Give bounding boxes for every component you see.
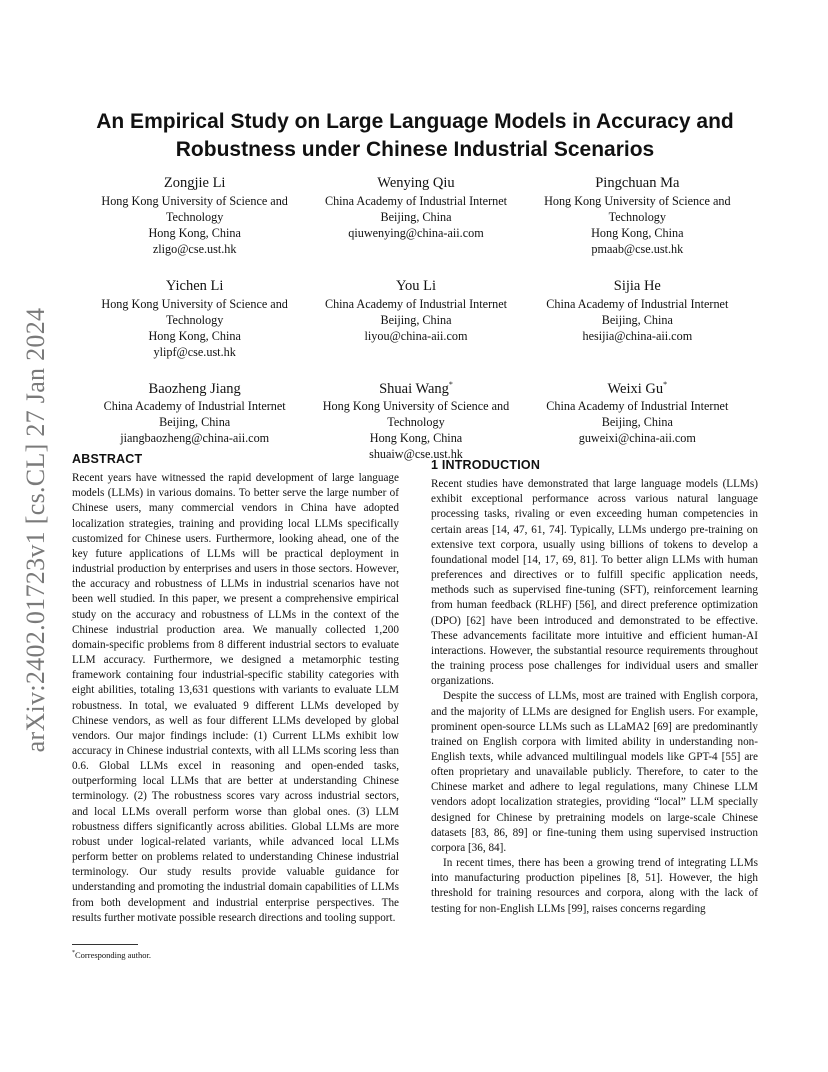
author-affiliation: Hong Kong University of Science and Technology — [544, 193, 731, 224]
author-affiliation: Hong Kong University of Science and Technology — [322, 399, 510, 430]
introduction-heading: 1 INTRODUCTION — [431, 458, 541, 472]
author-block — [305, 170, 526, 257]
author-email: guweixi@china-aii.com — [578, 431, 696, 446]
author-email: shuaiw@cse.ust.hk — [369, 447, 463, 462]
author-name: Zongjie Li — [163, 174, 226, 191]
abstract-text: Recent years have witnessed the rapid development of large language models (LLMs) in various domains. To better serve the large number of Chinese users, many commercial vendors in China have adopted localization strategies, training and providing local LLMs specifically customized for Chinese users. Furthermore, looking ahead, one of the key future applications of LLMs will be practical deployment in industrial production by enterprises and users in those sectors. However, the accuracy and robustness of LLMs in industrial scenarios have not been well studied. In this paper, we present a comprehensive empirical study on the accuracy and robustness of LLMs in the context of the Chinese industrial production area. We manually collected 1,200 domain-specific problems from 8 different industrial sectors to evaluate LLM accuracy. Furthermore, we designed a metamorphic testing framework containing four industrial-specific stability categories with eight abilities, totaling 13,631 questions with variants to evaluate LLM robustness. In total, we evaluated 9 different LLMs developed by Chinese vendors, as well as four different LLMs developed by global vendors. Our major findings include: (1) Current LLMs exhibit low accuracy in Chinese industrial contexts, with all LLMs scoring less than 0.6. Global LLMs excel in reasoning and open-ended tasks, outperforming local LLMs that are better at understanding Chinese terminology. (2) The robustness scores vary across industrial sectors, and local LLMs overall perform worse than global ones. (3) LLM robustness differs significantly across abilities. Global LLMs are more robust under logical-related variants, while advanced local LLMs perform better on problems related to understanding Chinese industrial terminology. Our study results provide valuable guidance for understanding and promoting the industrial domain capabilities of LLMs from both development and industrial enterprise perspectives. The results further motivate possible research directions and tooling support. — [72, 472, 399, 924]
author-affiliation: Hong Kong University of Science and Technology — [101, 296, 288, 327]
abstract-heading: ABSTRACT — [72, 452, 143, 466]
author-affiliation: China Academy of Industrial Internet — [546, 399, 729, 414]
author-email: zligo@cse.ust.hk — [152, 241, 237, 256]
arxiv-identifier — [18, 295, 54, 765]
author-affiliation: China Academy of Industrial Internet — [546, 296, 729, 311]
author-block — [305, 273, 526, 360]
author-block — [527, 170, 748, 257]
introduction-paragraph: Recent studies have demonstrated that large language models (LLMs) exhibit exceptional performance across various natural language processing tasks, rivaling or even exceeding human competencies in certain areas [14, 47, 61, 74]. Typically, LLMs undergo pre-training on extensive text corpora, usually using billions of tokens to develop a foundational model [14, 17, 69, 81]. To better align LLMs with human preferences and directives or to fulfill specific application needs, methods such as supervised fine-tuning (SFT), reinforcement learning from human feedback (RLHF) [56], and direct preference optimization (DPO) [62] have been introduced and demonstrated to be effective. These advancements facilitate more intuitive and efficient human-AI interactions. However, the substantial resource requirements throughout the training process pose challenges for individual users and smaller organizations. — [431, 478, 758, 688]
paper-title: An Empirical Study on Large Language Models in Accuracy and Robustness under Chinese Industrial Scenarios — [96, 110, 734, 161]
author-affiliation: China Academy of Industrial Internet — [324, 296, 508, 311]
author-location: Hong Kong, China — [591, 225, 684, 240]
author-location: Beijing, China — [601, 415, 673, 430]
author-name: Baozheng Jiang — [148, 380, 241, 397]
author-location: Beijing, China — [380, 312, 452, 327]
author-block — [84, 170, 305, 257]
footnote: *Corresponding author. — [72, 950, 152, 960]
author-location: Hong Kong, China — [369, 431, 463, 446]
author-affiliation: China Academy of Industrial Internet — [103, 399, 286, 414]
author-email: pmaab@cse.ust.hk — [591, 241, 684, 256]
author-email: jiangbaozheng@china-aii.com — [120, 431, 270, 446]
abstract-section — [72, 452, 399, 926]
author-location: Beijing, China — [380, 209, 452, 224]
author-list — [84, 170, 748, 462]
author-location: Hong Kong, China — [148, 225, 241, 240]
author-name: Sijia He — [613, 277, 661, 294]
introduction-paragraph: Despite the success of LLMs, most are trained with English corpora, and the majority of LLMs are designed for English users. For example, prominent open-source LLMs such as LLaMA2 [69] are predominantly trained on English corpora with limited ability in understanding non-English texts, while advanced multilingual models like GPT-4 [55] are often proprietary and unavailable publicly. Therefore, to cater to the Chinese market and adhere to legal regulations, many Chinese LLM vendors adopt localization strategies, providing “local” LLM specially designed for Chinese by pretraining models on large-scale Chinese datasets [83, 86, 89] or fine-tuning them using supervised instruction corpora [36, 84]. — [431, 690, 758, 854]
author-block — [84, 273, 305, 360]
author-affiliation: China Academy of Industrial Internet — [324, 193, 508, 208]
footnote-divider — [72, 944, 138, 945]
author-email: liyou@china-aii.com — [364, 328, 468, 343]
author-name: Yichen Li — [165, 277, 224, 294]
author-name: Shuai Wang* — [379, 379, 453, 397]
author-block — [527, 376, 748, 463]
author-location: Beijing, China — [159, 415, 231, 430]
author-name: Weixi Gu* — [607, 379, 668, 397]
arxiv-identifier-text: arXiv:2402.01723v1 [cs.CL] 27 Jan 2024 — [21, 307, 50, 753]
introduction-section — [431, 458, 758, 917]
author-location: Hong Kong, China — [148, 328, 241, 343]
author-name: You Li — [395, 277, 436, 294]
author-affiliation: Hong Kong University of Science and Technology — [101, 193, 288, 224]
author-email: hesijia@china-aii.com — [582, 328, 693, 343]
author-location: Beijing, China — [601, 312, 673, 327]
author-name: Pingchuan Ma — [595, 174, 680, 191]
author-block — [305, 376, 526, 463]
author-email: ylipf@cse.ust.hk — [153, 344, 236, 359]
author-name: Wenying Qiu — [377, 174, 455, 191]
introduction-paragraph: In recent times, there has been a growing trend of integrating LLMs into manufacturing production pipelines [8, 51]. However, the high threshold for training resources and corpora, along with the lack of testing for non-English LLMs [99], raises concerns regarding — [431, 857, 758, 915]
author-block — [84, 376, 305, 463]
author-block — [527, 273, 748, 360]
author-email: qiuwenying@china-aii.com — [348, 225, 484, 240]
